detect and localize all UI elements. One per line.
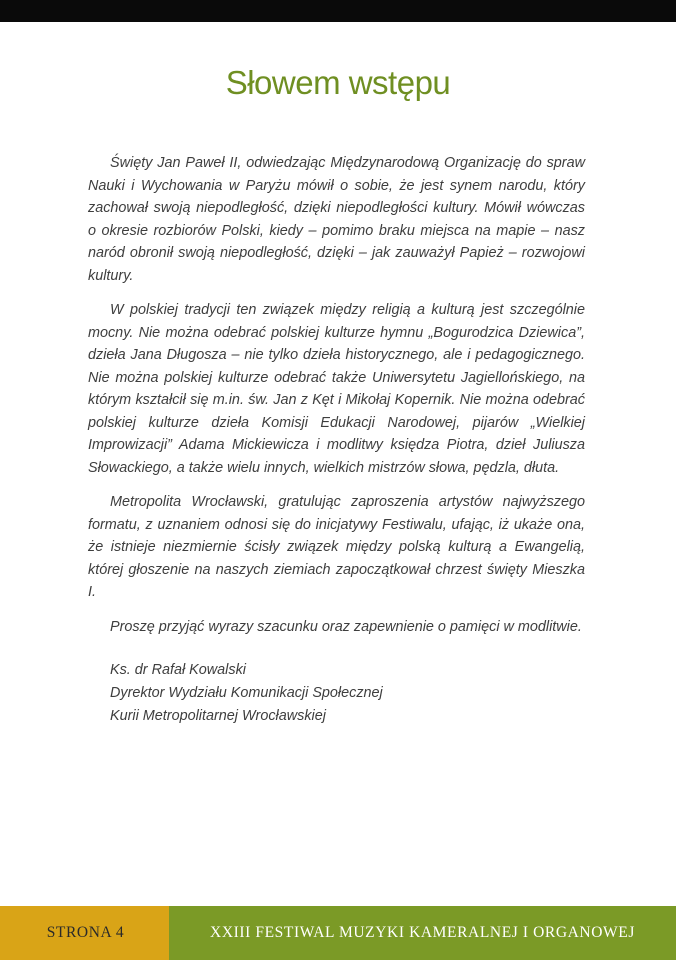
signature-institution: Kurii Metropolitarnej Wrocławskiej xyxy=(110,708,326,724)
signature-name: Ks. dr Rafał Kowalski xyxy=(110,662,246,678)
page-number-label: STRONA 4 xyxy=(0,906,169,960)
signature-position: Dyrektor Wydziału Komunikacji Społecznej xyxy=(110,685,383,701)
signature-block xyxy=(88,659,585,728)
top-black-bar xyxy=(0,0,676,22)
paragraph-4: Proszę przyjąć wyrazy szacunku oraz zapewnienie o pamięci w modlitwie. xyxy=(110,618,582,635)
paragraph-3: Metropolita Wrocławski, gratulując zaproszenia artystów najwyższego formatu, z uznaniem odnosi się do inicjatywy Festiwalu, ufając, iż ukaże ona, że istnieje niezmiernie ścisły związek między polską kulturą a Ewangelią, której głoszenie na naszych ziemiach zapoczątkował chrzest święty Mieszka I. xyxy=(88,494,585,600)
paragraph-2: W polskiej tradycji ten związek między religią a kulturą jest szczególnie mocny. Nie można odebrać polskiej kulturze hymnu „Bogurodzica Dziewica”, dzieła Jana Długosza – nie tylko dzieła historycznego, ale i pedagogicznego. Nie można polskiej kulturze odebrać także Uniwersytetu Jagiellońskiego, na którym kształcił się m.in. św. Jan z Kęt i Mikołaj Kopernik. Nie można odebrać polskiej kulturze dzieła Komisji Edukacji Narodowej, pijarów „Wielkiej Improwizacji” Adama Mickiewicza i modlitwy księdza Piotra, dzieł Juliusza Słowackiego, a także wielu innych, wielkich mistrzów słowa, pędzla, dłuta. xyxy=(88,302,585,476)
festival-name-banner: XXIII FESTIWAL MUZYKI KAMERALNEJ I ORGANOWEJ xyxy=(169,906,676,960)
paragraph-1: Święty Jan Paweł II, odwiedzając Międzynarodową Organizację do spraw Nauki i Wychowania w Paryżu mówił o sobie, że jest synem narodu, który zachował swoją niepodległość, dzięki niepodległości kultury. Mówił wówczas o okresie rozbiorów Polski, kiedy – pomimo braku miejsca na mapie – nasz naród obronił swoją niepodległość, dzięki – jak zauważył Papież – rozwojowi kultury. xyxy=(88,155,585,284)
page-footer xyxy=(0,906,676,960)
body-text xyxy=(88,152,585,728)
page-title: Słowem wstępu xyxy=(225,64,451,101)
